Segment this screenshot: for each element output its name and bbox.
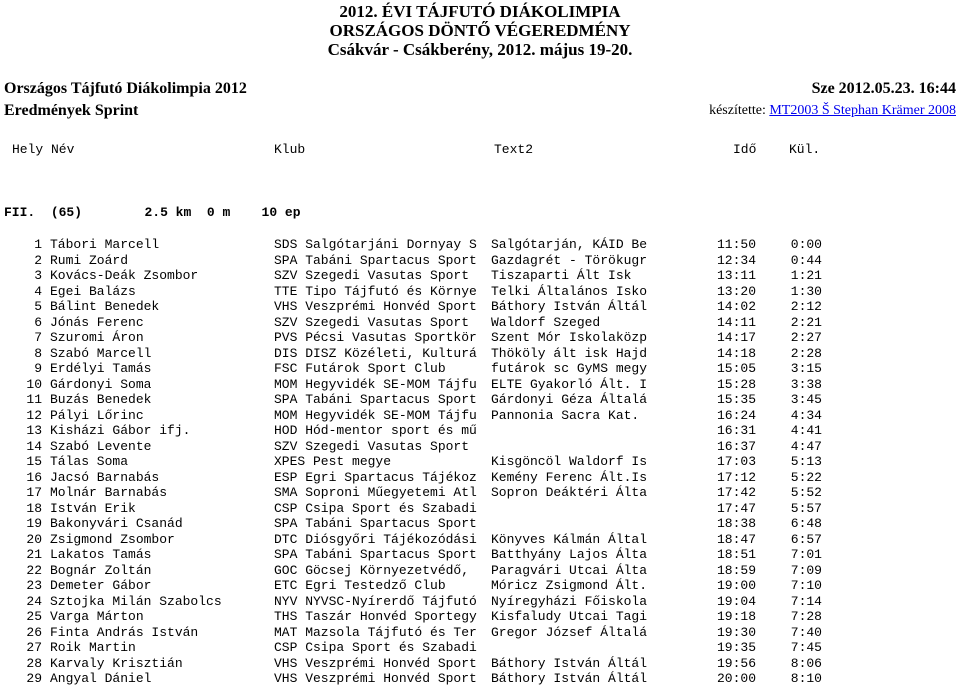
result-name: Pályi Lőrinc bbox=[50, 407, 144, 423]
result-name: Jacsó Barnabás bbox=[50, 469, 160, 485]
column-club: Klub bbox=[274, 142, 306, 157]
result-club: SZV Szegedi Vasutas Sport bbox=[274, 438, 470, 454]
result-diff: 5:52 bbox=[790, 485, 822, 500]
result-text2: Könyves Kálmán Által bbox=[491, 531, 648, 547]
result-time: 16:24 bbox=[716, 407, 756, 423]
result-text2: Batthyány Lajos Álta bbox=[491, 547, 648, 562]
result-club: ETC Egri Testedző Club bbox=[274, 578, 446, 593]
result-place: 5 bbox=[34, 299, 42, 314]
column-text2: Text2 bbox=[494, 142, 534, 157]
result-time: 19:56 bbox=[716, 655, 756, 671]
result-diff: 7:40 bbox=[790, 624, 822, 640]
result-name: Zsigmond Zsombor bbox=[50, 531, 175, 547]
result-time: 19:35 bbox=[716, 640, 756, 655]
result-club: SPA Tabáni Spartacus Sport bbox=[274, 516, 477, 531]
result-club: PVS Pécsi Vasutas Sportkör bbox=[274, 330, 477, 345]
result-diff: 3:38 bbox=[790, 376, 822, 392]
result-place: 13 bbox=[26, 423, 42, 438]
result-club: SPA Tabáni Spartacus Sport bbox=[274, 392, 477, 407]
category-controls: 10 ep bbox=[261, 205, 301, 220]
table-row bbox=[0, 299, 960, 315]
result-name: Kisházi Gábor ifj. bbox=[50, 423, 191, 438]
result-place: 21 bbox=[26, 547, 42, 562]
result-time: 19:04 bbox=[716, 593, 756, 609]
result-time: 16:31 bbox=[716, 423, 756, 438]
result-place: 20 bbox=[26, 531, 42, 547]
result-name: Bakonyvári Csanád bbox=[50, 516, 183, 531]
result-club: SZV Szegedi Vasutas Sport bbox=[274, 268, 470, 283]
result-text2: Sopron Deáktéri Álta bbox=[491, 485, 648, 500]
result-diff: 3:15 bbox=[790, 361, 822, 376]
results-label: Eredmények Sprint bbox=[4, 102, 139, 119]
table-row bbox=[0, 516, 960, 532]
result-diff: 4:41 bbox=[790, 423, 822, 438]
table-row bbox=[0, 315, 960, 331]
result-place: 27 bbox=[26, 640, 42, 655]
table-row bbox=[0, 501, 960, 517]
result-club: MOM Hegyvidék SE-MOM Tájfu bbox=[274, 407, 477, 423]
result-text2: Kemény Ferenc Ált.Is bbox=[491, 469, 648, 485]
result-diff: 1:30 bbox=[790, 283, 822, 299]
result-diff: 8:06 bbox=[790, 655, 822, 671]
result-diff: 7:14 bbox=[790, 593, 822, 609]
table-row bbox=[0, 237, 960, 253]
result-text2: Gregor József Általá bbox=[491, 624, 648, 640]
result-diff: 1:21 bbox=[790, 268, 822, 283]
table-row bbox=[0, 547, 960, 563]
category-line bbox=[4, 205, 301, 221]
table-row bbox=[0, 485, 960, 501]
result-place: 15 bbox=[26, 454, 42, 469]
credit-prefix: készítette: bbox=[709, 103, 770, 118]
result-diff: 7:45 bbox=[790, 640, 822, 655]
result-place: 6 bbox=[34, 314, 42, 330]
category-name: FII. bbox=[4, 205, 36, 220]
result-time: 17:12 bbox=[716, 469, 756, 485]
result-club: ESP Egri Spartacus Tájékoz bbox=[274, 469, 477, 485]
result-place: 25 bbox=[26, 609, 42, 624]
event-name: Országos Tájfutó Diákolimpia 2012 bbox=[4, 80, 247, 97]
result-club: THS Taszár Honvéd Sportegy bbox=[274, 609, 477, 624]
result-name: Demeter Gábor bbox=[50, 578, 152, 593]
result-club: CSP Csipa Sport és Szabadi bbox=[274, 640, 477, 655]
table-row bbox=[0, 253, 960, 269]
table-row bbox=[0, 656, 960, 672]
result-place: 22 bbox=[26, 562, 42, 578]
result-time: 19:00 bbox=[716, 578, 756, 593]
result-diff: 5:13 bbox=[790, 454, 822, 469]
result-diff: 2:12 bbox=[790, 299, 822, 314]
table-row bbox=[0, 640, 960, 656]
result-place: 16 bbox=[26, 469, 42, 485]
result-time: 18:47 bbox=[716, 531, 756, 547]
result-time: 20:00 bbox=[716, 671, 756, 686]
table-row bbox=[0, 470, 960, 486]
result-time: 19:18 bbox=[716, 609, 756, 624]
result-diff: 2:28 bbox=[790, 345, 822, 361]
result-text2: Thököly ált isk Hajd bbox=[491, 345, 648, 361]
result-club: VHS Veszprémi Honvéd Sport bbox=[274, 655, 477, 671]
table-row bbox=[0, 408, 960, 424]
result-place: 28 bbox=[26, 655, 42, 671]
result-diff: 4:34 bbox=[790, 407, 822, 423]
result-name: Tálas Soma bbox=[50, 454, 129, 469]
result-club: SPA Tabáni Spartacus Sport bbox=[274, 252, 477, 268]
result-place: 12 bbox=[26, 407, 42, 423]
result-time: 14:17 bbox=[716, 330, 756, 345]
table-row bbox=[0, 361, 960, 377]
result-name: Bognár Zoltán bbox=[50, 562, 152, 578]
result-place: 3 bbox=[34, 268, 42, 283]
result-place: 18 bbox=[26, 500, 42, 516]
table-row bbox=[0, 532, 960, 548]
column-diff: Kül. bbox=[789, 142, 821, 157]
result-diff: 8:10 bbox=[790, 671, 822, 686]
result-time: 16:37 bbox=[716, 438, 756, 454]
result-club: SPA Tabáni Spartacus Sport bbox=[274, 547, 477, 562]
result-club: MAT Mazsola Tájfutó és Ter bbox=[274, 624, 477, 640]
result-name: Bálint Benedek bbox=[50, 299, 160, 314]
result-text2: Salgótarján, KÁID Be bbox=[491, 237, 648, 252]
result-place: 19 bbox=[26, 516, 42, 531]
result-club: SDS Salgótarjáni Dornyay S bbox=[274, 237, 477, 252]
result-diff: 4:47 bbox=[790, 438, 822, 454]
result-club: DIS DISZ Közéleti, Kulturá bbox=[274, 345, 477, 361]
result-club: VHS Veszprémi Honvéd Sport bbox=[274, 671, 477, 686]
result-text2: Szent Mór Iskolaközp bbox=[491, 330, 648, 345]
result-place: 10 bbox=[26, 376, 42, 392]
table-row bbox=[0, 439, 960, 455]
result-text2: Telki Általános Isko bbox=[491, 283, 648, 299]
result-diff: 3:45 bbox=[790, 392, 822, 407]
table-row bbox=[0, 284, 960, 300]
result-place: 4 bbox=[34, 283, 42, 299]
result-time: 13:11 bbox=[716, 268, 756, 283]
result-time: 17:47 bbox=[716, 500, 756, 516]
table-row bbox=[0, 454, 960, 470]
result-name: Buzás Benedek bbox=[50, 392, 152, 407]
result-time: 14:11 bbox=[716, 314, 756, 330]
result-time: 17:03 bbox=[716, 454, 756, 469]
result-name: Roik Martin bbox=[50, 640, 136, 655]
result-name: Egei Balázs bbox=[50, 283, 136, 299]
result-name: Sztojka Milán Szabolcs bbox=[50, 593, 222, 609]
result-text2: Gárdonyi Géza Általá bbox=[491, 392, 648, 407]
table-row bbox=[0, 671, 960, 687]
result-place: 8 bbox=[34, 345, 42, 361]
result-name: Gárdonyi Soma bbox=[50, 376, 152, 392]
document-title-line-2: ORSZÁGOS DÖNTŐ VÉGEREDMÉNY bbox=[329, 21, 631, 40]
table-row bbox=[0, 625, 960, 641]
result-place: 7 bbox=[34, 330, 42, 345]
result-text2: Tiszaparti Ált Isk bbox=[491, 268, 632, 283]
result-club: FSC Futárok Sport Club bbox=[274, 361, 446, 376]
result-place: 23 bbox=[26, 578, 42, 593]
result-place: 17 bbox=[26, 485, 42, 500]
result-diff: 7:28 bbox=[790, 609, 822, 624]
result-club: GOC Göcsej Környezetvédő, bbox=[274, 562, 470, 578]
document-title-line-3: Csákvár - Csákberény, 2012. május 19-20. bbox=[327, 40, 633, 59]
result-time: 19:30 bbox=[716, 624, 756, 640]
result-club: CSP Csipa Sport és Szabadi bbox=[274, 500, 477, 516]
result-time: 13:20 bbox=[716, 283, 756, 299]
result-name: Szabó Levente bbox=[50, 438, 152, 454]
result-place: 2 bbox=[34, 252, 42, 268]
result-text2: Nyíregyházi Főiskola bbox=[491, 593, 648, 609]
result-text2: ELTE Gyakorló Ált. I bbox=[491, 376, 648, 392]
result-time: 14:02 bbox=[716, 299, 756, 314]
result-club: DTC Diósgyőri Tájékozódási bbox=[274, 531, 477, 547]
column-place-name: Hely Név bbox=[12, 142, 75, 157]
result-name: Angyal Dániel bbox=[50, 671, 152, 686]
result-diff: 5:57 bbox=[790, 500, 822, 516]
result-club: MOM Hegyvidék SE-MOM Tájfu bbox=[274, 376, 477, 392]
result-name: Kovács-Deák Zsombor bbox=[50, 268, 199, 283]
result-place: 11 bbox=[26, 392, 42, 407]
result-diff: 2:27 bbox=[790, 330, 822, 345]
result-time: 15:05 bbox=[716, 361, 756, 376]
result-place: 29 bbox=[26, 671, 42, 686]
result-place: 26 bbox=[26, 624, 42, 640]
result-name: Rumi Zoárd bbox=[50, 252, 129, 268]
result-name: Erdélyi Tamás bbox=[50, 361, 152, 376]
result-club: SZV Szegedi Vasutas Sport bbox=[274, 314, 470, 330]
result-time: 14:18 bbox=[716, 345, 756, 361]
table-row bbox=[0, 578, 960, 594]
result-text2: Gazdagrét - Törökugr bbox=[491, 252, 648, 268]
table-row bbox=[0, 423, 960, 439]
result-diff: 7:10 bbox=[790, 578, 822, 593]
table-row bbox=[0, 609, 960, 625]
result-time: 12:34 bbox=[716, 252, 756, 268]
result-place: 9 bbox=[34, 361, 42, 376]
result-time: 15:35 bbox=[716, 392, 756, 407]
credit-line bbox=[709, 101, 956, 121]
table-row bbox=[0, 377, 960, 393]
result-club: SMA Soproni Műegyetemi Atl bbox=[274, 485, 477, 500]
result-place: 24 bbox=[26, 593, 42, 609]
result-diff: 6:57 bbox=[790, 531, 822, 547]
category-distance: 2.5 km bbox=[144, 205, 192, 220]
category-count: (65) bbox=[50, 205, 83, 220]
result-place: 1 bbox=[34, 237, 42, 252]
result-name: Szuromi Áron bbox=[50, 330, 144, 345]
result-text2: Báthory István Áltál bbox=[491, 655, 648, 671]
result-diff: 6:48 bbox=[790, 516, 822, 531]
result-club: XPES Pest megye bbox=[274, 454, 392, 469]
result-text2: Waldorf Szeged bbox=[491, 314, 601, 330]
result-club: TTE Tipo Tájfutó és Környe bbox=[274, 283, 477, 299]
result-name: Karvaly Krisztián bbox=[50, 655, 183, 671]
table-row bbox=[0, 330, 960, 346]
column-time: Idő bbox=[733, 142, 757, 157]
result-name: István Erik bbox=[50, 500, 136, 516]
result-name: Varga Márton bbox=[50, 609, 144, 624]
result-time: 11:50 bbox=[716, 237, 756, 252]
result-diff: 2:21 bbox=[790, 314, 822, 330]
result-diff: 0:44 bbox=[790, 252, 822, 268]
result-time: 18:59 bbox=[716, 562, 756, 578]
table-row bbox=[0, 392, 960, 408]
credit-link[interactable]: MT2003 Š Stephan Krämer 2008 bbox=[769, 103, 956, 118]
result-diff: 7:01 bbox=[790, 547, 822, 562]
result-diff: 5:22 bbox=[790, 469, 822, 485]
category-climb: 0 m bbox=[206, 205, 231, 220]
result-text2: Pannonia Sacra Kat. bbox=[491, 407, 640, 423]
table-row bbox=[0, 346, 960, 362]
result-name: Szabó Marcell bbox=[50, 345, 152, 361]
result-club: NYV NYVSC-Nyírerdő Tájfutó bbox=[274, 593, 477, 609]
result-place: 14 bbox=[26, 438, 42, 454]
result-name: Tábori Marcell bbox=[50, 237, 160, 252]
table-row bbox=[0, 594, 960, 610]
result-time: 15:28 bbox=[716, 376, 756, 392]
result-text2: Báthory István Áltál bbox=[491, 299, 648, 314]
result-text2: Paragvári Utcai Álta bbox=[491, 562, 648, 578]
result-club: HOD Hód-mentor sport és mű bbox=[274, 423, 477, 438]
result-diff: 0:00 bbox=[790, 237, 822, 252]
result-diff: 7:09 bbox=[790, 562, 822, 578]
table-row bbox=[0, 268, 960, 284]
result-text2: Báthory István Áltál bbox=[491, 671, 648, 686]
result-name: Jónás Ferenc bbox=[50, 314, 144, 330]
result-text2: Kisgöncöl Waldorf Is bbox=[491, 454, 648, 469]
result-time: 18:51 bbox=[716, 547, 756, 562]
result-time: 17:42 bbox=[716, 485, 756, 500]
result-club: VHS Veszprémi Honvéd Sport bbox=[274, 299, 477, 314]
result-time: 18:38 bbox=[716, 516, 756, 531]
result-text2: Móricz Zsigmond Ált. bbox=[491, 578, 648, 593]
result-name: Finta András István bbox=[50, 624, 199, 640]
result-text2: Kisfaludy Utcai Tagi bbox=[491, 609, 648, 624]
document-title-line-1: 2012. ÉVI TÁJFUTÓ DIÁKOLIMPIA bbox=[339, 2, 621, 21]
result-name: Lakatos Tamás bbox=[50, 547, 152, 562]
result-name: Molnár Barnabás bbox=[50, 485, 168, 500]
result-text2: futárok sc GyMS megy bbox=[491, 361, 648, 376]
table-row bbox=[0, 563, 960, 579]
report-datetime: Sze 2012.05.23. 16:44 bbox=[811, 80, 956, 97]
